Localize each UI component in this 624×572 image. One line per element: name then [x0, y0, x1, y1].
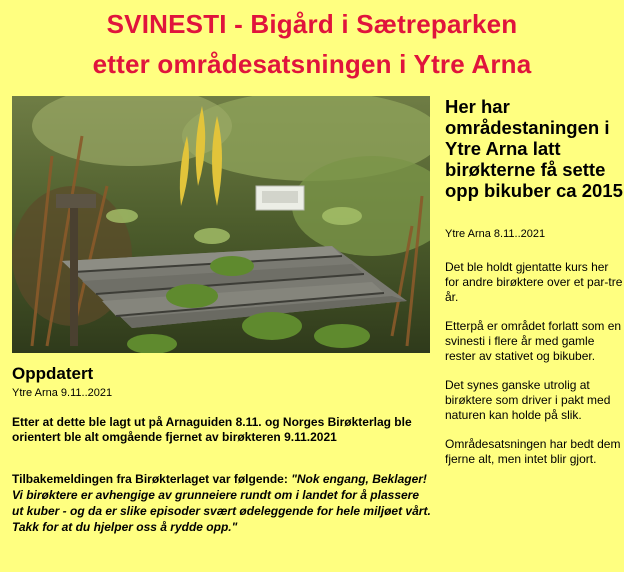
- update-lead: Etter at dette ble lagt ut på Arnaguiden 8.11. og Norges Birøkterlag ble orientert ble alt omgående fjernet av birøkteren 9.11.2021: [12, 415, 412, 444]
- photo-overgrown-bee-stand: [12, 96, 430, 353]
- side-article-title: Her har områdestaningen i Ytre Arna latt birøkterne få sette opp bikuber ca 2015: [445, 96, 623, 201]
- update-title: Oppdatert: [12, 364, 94, 383]
- side-paragraph: Det ble holdt gjentatte kurs her for andre birøktere over et par-tre år.: [445, 260, 623, 304]
- side-article-body: [445, 260, 623, 481]
- photo-illustration: [12, 96, 430, 353]
- quote-intro: Tilbakemeldingen fra Birøkterlaget var følgende:: [12, 472, 292, 486]
- update-byline: Ytre Arna 9.11..2021: [12, 387, 113, 399]
- update-quote-block: [12, 471, 432, 535]
- quote-text: "Nok engang, Beklager! Vi birøktere er avhengige av grunneiere rundt om i landet for å plassere ut kuber - og da er slike episoder svært ødeleggende for hele miljøet vårt. Takk for at du hjelper oss å rydde opp.": [12, 472, 431, 534]
- side-paragraph: Områdesatsningen har bedt dem fjerne alt, men intet blir gjort.: [445, 437, 621, 466]
- page-title-line-2: etter områdesatsningen i Ytre Arna: [92, 49, 532, 79]
- side-paragraph: Det synes ganske utrolig at birøktere som driver i pakt med naturen kan holde på slik.: [445, 378, 611, 422]
- page-title-line-1: SVINESTI - Bigård i Sætreparken: [106, 9, 518, 39]
- side-paragraph: Etterpå er området forlatt som en svinesti i flere år med gamle rester av stativet og bikuber.: [445, 319, 622, 363]
- side-article-byline: Ytre Arna 8.11..2021: [445, 228, 546, 240]
- page-title: [0, 4, 624, 84]
